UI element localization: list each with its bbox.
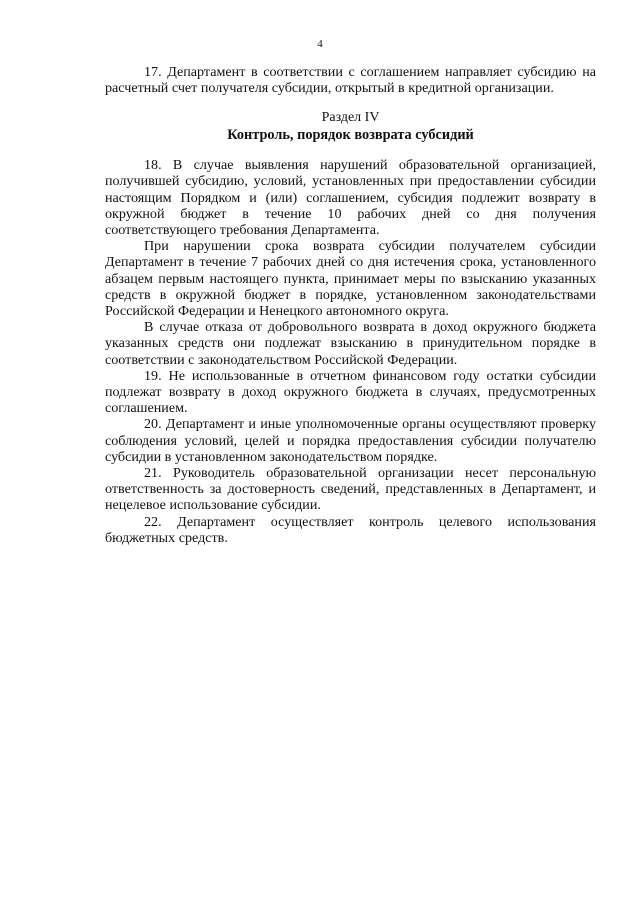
paragraph-17: 17. Департамент в соответствии с соглашением направляет субсидию на расчетный счет получателя субсидии, открытый в кредитной организации. — [105, 64, 596, 97]
paragraph-21: 21. Руководитель образовательной организации несет персональную ответственность за достоверность сведений, представленных в Департамент, и нецелевое использование субсидии. — [105, 464, 596, 514]
paragraph-20: 20. Департамент и иные уполномоченные органы осуществляют проверку соблюдения условий, целей и порядка предоставления субсидии получателю субсидии в установленном законодательством порядке. — [105, 416, 596, 465]
paragraph-18-deadline-violation: При нарушении срока возврата субсидии получателем субсидии Департамент в течение 7 рабочих дней со дня истечения срока, установленного абзацем первым настоящего пункта, принимает меры по взысканию указанных средств в окружной бюджет в порядке, установленном законодательствами Российской Федерации и Ненецкого автономного округа. — [105, 238, 596, 319]
section-title: Контроль, порядок возврата субсидий — [227, 126, 474, 143]
paragraph-22: 22. Департамент осуществляет контроль целевого использования бюджетных средств. — [105, 513, 596, 546]
page-number: 4 — [317, 38, 323, 50]
document-body — [105, 64, 596, 546]
paragraph-19: 19. Не использованные в отчетном финансовом году остатки субсидии подлежат возврату в доход окружного бюджета в случаях, предусмотренных соглашением. — [105, 367, 596, 417]
paragraph-18-refusal: В случае отказа от добровольного возврата в доход окружного бюджета указанных средств они подлежат взысканию в принудительном порядке в соответствии с законодательством Российской Федерации. — [105, 319, 596, 368]
paragraph-18: 18. В случае выявления нарушений образовательной организацией, получившей субсидию, условий, установленных при предоставлении субсидии настоящим Порядком и (или) соглашением, субсидия подлежит возврату в окружной бюджет в течение 10 рабочих дней со дня получения соответствующего требования Департамента. — [105, 157, 596, 238]
section-heading — [105, 110, 596, 143]
section-number: Раздел IV — [321, 110, 380, 126]
